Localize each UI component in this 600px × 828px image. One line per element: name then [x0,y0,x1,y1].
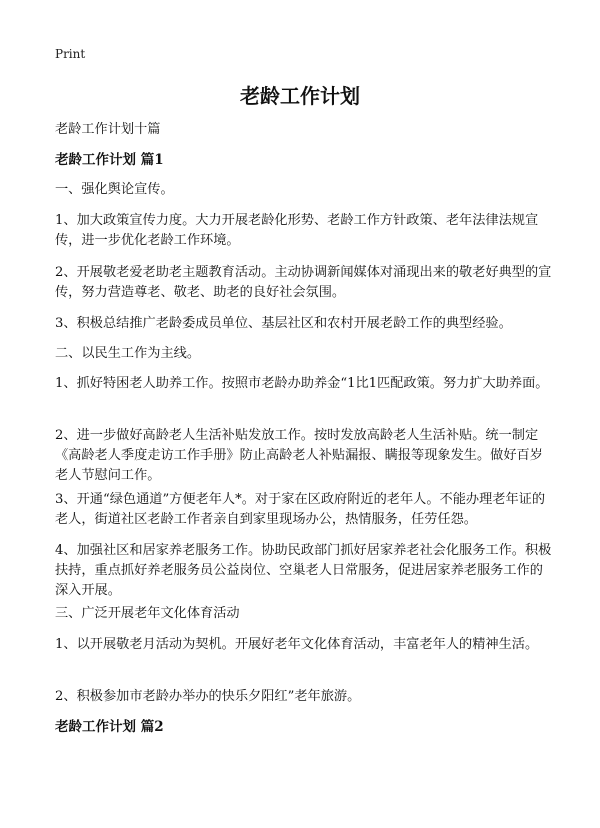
paragraph-9: 2、积极参加市老龄办举办的快乐夕阳红”老年旅游。 [55,689,361,704]
paragraph-5: 2、进一步做好高龄老人生活补贴发放工作。按时发放高龄老人生活补贴。统一制定《高龄老人季度走访工作手册》防止高龄老人补贴漏报、瞒报等现象发生。做好百岁老人节慰问工作。 [55,428,543,483]
part-heading-2: 二、以民生工作为主线。 [55,346,201,361]
paragraph-7: 4、加强社区和居家养老服务工作。协助民政部门抓好居家养老社会化服务工作。积极扶持，重点抓好养老服务员公益岗位、空巢老人日常服务，促进居家养老服务工作的深入开展。 [55,543,552,598]
section-heading-2: 老龄工作计划 篇2 [55,719,164,735]
paragraph-4: 1、抓好特困老人助养工作。按照市老龄办助养金“1比1匹配政策。努力扩大助养面。 [55,376,549,391]
part-heading-1: 一、强化舆论宣传。 [55,182,174,197]
print-label: Print [55,47,86,61]
document-title: 老龄工作计划 [240,84,360,108]
paragraph-2: 2、开展敬老爱老助老主题教育活动。主动协调新闻媒体对涌现出来的敬老好典型的宣传，努力营造尊老、敬老、助老的良好社会氛围。 [55,265,552,300]
paragraph-3: 3、积极总结推广老龄委成员单位、基层社区和农村开展老龄工作的典型经验。 [55,316,512,331]
paragraph-6: 3、开通“绿色通道”方便老年人*。对于家在区政府附近的老年人。不能办理老年证的老人，街道社区老龄工作者亲自到家里现场办公，热情服务，任劳任怨。 [55,492,546,527]
paragraph-1: 1、加大政策宣传力度。大力开展老龄化形势、老龄工作方针政策、老年法律法规宣传，进一步优化老龄工作环境。 [55,213,539,248]
section-heading-1: 老龄工作计划 篇1 [55,152,164,168]
part-heading-3: 三、广泛开展老年文化体育活动 [55,606,240,621]
subtitle: 老龄工作计划十篇 [55,122,161,137]
paragraph-8: 1、以开展敬老月活动为契机。开展好老年文化体育活动，丰富老年人的精神生活。 [55,637,539,652]
